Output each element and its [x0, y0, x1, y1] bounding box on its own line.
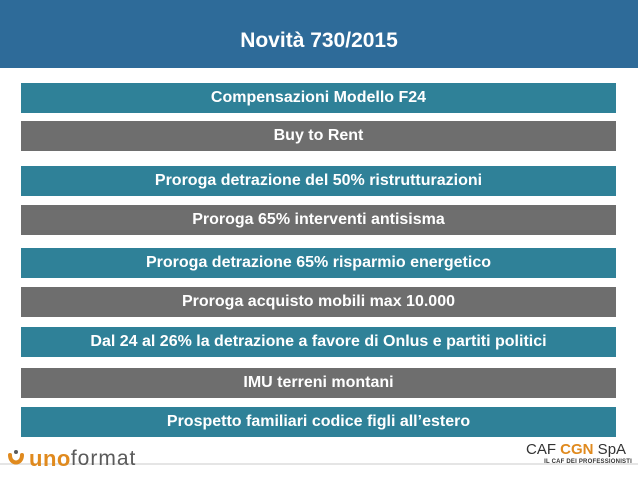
- slide-title: Novità 730/2015: [240, 29, 398, 52]
- logo-text-spa: SpA: [593, 441, 627, 458]
- logo-text-uno: uno: [29, 446, 71, 471]
- item-bar: Dal 24 al 26% la detrazione a favore di Onlus e partiti politici: [20, 326, 617, 358]
- logo-text-caf: CAF: [526, 441, 561, 458]
- unoformat-logo: [6, 445, 136, 473]
- item-bar: Proroga detrazione 65% risparmio energetico: [20, 247, 617, 279]
- logo-text-format: format: [70, 447, 137, 470]
- item-bar: Proroga 65% interventi antisisma: [20, 204, 617, 236]
- caf-cgn-wordmark: [526, 442, 632, 458]
- item-bar: Prospetto familiari codice figli all’estero: [20, 406, 617, 438]
- item-bar: IMU terreni montani: [20, 367, 617, 399]
- item-bar: Proroga acquisto mobili max 10.000: [20, 286, 617, 318]
- item-bar: Compensazioni Modello F24: [20, 82, 617, 114]
- caf-cgn-logo: [526, 442, 632, 476]
- unoformat-mark-icon: [6, 449, 26, 469]
- item-bar: Proroga detrazione del 50% ristrutturazioni: [20, 165, 617, 197]
- slide-header: [0, 0, 638, 68]
- logo-text-cgn: CGN: [560, 441, 594, 458]
- logo-tagline: IL CAF DEI PROFESSIONISTI: [544, 459, 632, 465]
- item-bar: Buy to Rent: [20, 120, 617, 152]
